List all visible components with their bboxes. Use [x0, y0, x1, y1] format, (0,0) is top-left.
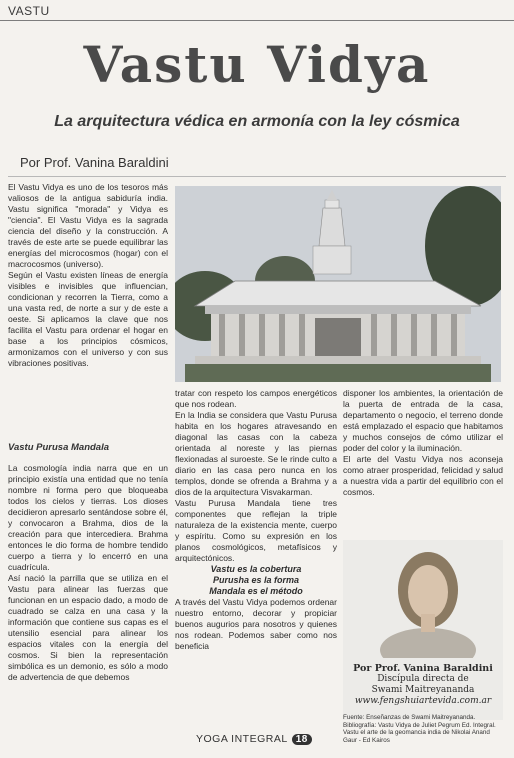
header-rule — [0, 20, 514, 21]
article-byline: Por Prof. Vanina Baraldini — [20, 155, 169, 170]
byline-rule — [8, 176, 506, 177]
section-label: VASTU — [8, 4, 50, 18]
page-number: 18 — [292, 734, 312, 745]
paragraph-india: En la India se considera que Vastu Purusa habita en los hogares atravesando en diagonal las casas con la cabeza orientada al noreste y las piernas flexionadas al suroeste. Se le rinde culto a diario en las casa pero nunca en los templos, donde se ofrenda a Brahma y a dios de la arquitectura Visvakarman. — [175, 410, 337, 497]
portrait-name: Por Prof. Vanina Baraldini — [353, 663, 493, 674]
temple-illustration — [175, 186, 501, 382]
quote-line-3: Mandala es el método — [209, 586, 303, 596]
paragraph-respect: tratar con respeto los campos energéticos que nos rodean. — [175, 388, 337, 409]
page-footer — [196, 733, 312, 745]
paragraph-cosmology: La cosmología india narra que en un principio existía una entidad que no tenía nombre ni forma pero que bloqueaba todos los cielos y tierras. Los dioses decidieron apresarlo sentándose sobre él, y convocaron a Brahma, dios de la creación para que intercediera. Brahma entonces le dio forma de hombre tendido cuerpo a tierra y lo encerró en una cuadrícula. — [8, 463, 168, 572]
source-note: Fuente: Enseñanzas de Swami Maitreyananda. Bibliografía: Vastu Vidya de Juliet Pegrum Ed. Integral. Vastu el arte de la geomancia india de Nikolai Anand Gaur - Ed Kairos — [343, 714, 496, 744]
article-subtitle: La arquitectura védica en armonía con la ley cósmica — [54, 113, 460, 130]
section-heading: Vastu Purusa Mandala — [8, 442, 110, 453]
magazine-name: YOGA INTEGRAL — [196, 733, 288, 745]
paragraph-energy-lines: Según el Vastu existen líneas de energía visibles e invisibles que influencian, condicionan y recorren la Tierra, como a una vasta red, de norte a sur y de este a oeste. Si aplicamos la clave que nos facilita el Vastu para ordenar el hogar en base a los principios cósmicos, armonizamos con el universo y con sus vibraciones positivas. — [8, 270, 168, 368]
paragraph-components: Vastu Purusa Mandala tiene tres componentes que reflejan la triple naturaleza de la existencia mente, cuerpo y espíritu. Como su expresión en los planos cosmológicos, metafísicos y arquitectónicos. — [175, 498, 337, 563]
portrait-website: www.fengshuiartevida.com.ar — [354, 696, 492, 706]
author-portrait — [343, 540, 503, 658]
paragraph-grid: Así nació la parrilla que se utiliza en el Vastu para alinear las fuerzas que funcionan en un espacio dado, a modo de cuadrado se calza en una casa y la información que contiene sus capas es el utensilio esencial para alinear los espacios vitales con la energía del cosmos. Si bien la representación simbólica es un demonio, es sólo a modo de advertencia de que debemos — [8, 573, 168, 682]
portrait-line-1: Discípula directa de — [377, 674, 469, 684]
quote-line-1: Vastu es la cobertura — [210, 564, 302, 574]
column-3 — [343, 388, 503, 498]
article-title: Vastu Vidya — [83, 35, 431, 94]
paragraph-intro: El Vastu Vidya es uno de los tesoros más valiosos de la antigua sabiduría india. Vastu significa "morada" y Vidya es "ciencia". El Vastu Vidya es la sagrada ciencia del diseño y la construcción. A través de este arte se puede equilibrar las energías del microcosmos (hogar) con el macrocosmos (universo). — [8, 182, 168, 269]
portrait-line-2: Swami Maitreyananda — [371, 685, 475, 695]
quote-line-2: Purusha es la forma — [212, 575, 300, 585]
column-1-top — [8, 182, 168, 369]
paragraph-art: El arte del Vastu Vidya nos aconseja como atraer prosperidad, felicidad y salud a nuestra vida a partir del equilibrio con el cosmos. — [343, 454, 503, 497]
column-1-bottom — [8, 430, 168, 683]
column-2 — [175, 388, 337, 652]
paragraph-spaces: disponer los ambientes, la orientación de la puerta de entrada de la casa, departamento o negocio, el terreno donde está emplazado el espacio que habitamos y muchos consejos de cómo utilizar el poder del color y la iluminación. — [343, 388, 503, 453]
temple-photo — [175, 186, 501, 382]
paragraph-benefits: A través del Vastu Vidya podemos ordenar nuestro entorno, decorar y propiciar buenos augurios para nosotros y quienes nos rodean. Podemos saber como nos beneficia — [175, 597, 337, 651]
author-portrait-box — [343, 540, 503, 720]
